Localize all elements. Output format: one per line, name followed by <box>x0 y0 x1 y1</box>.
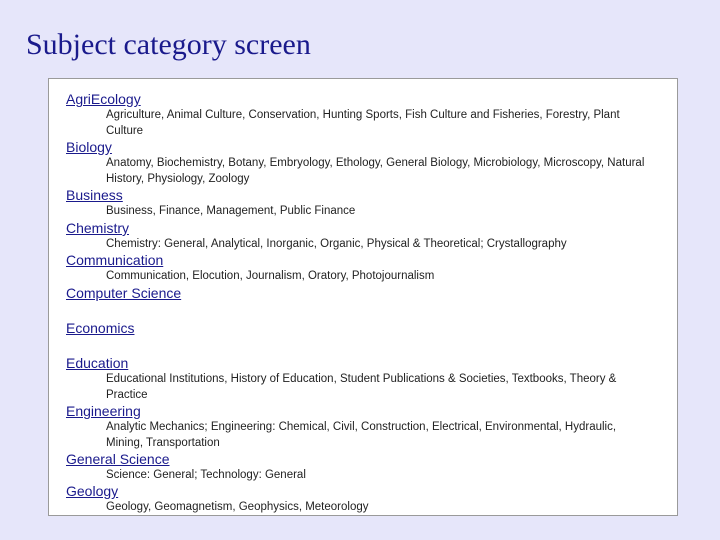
category-description: Analytic Mechanics; Engineering: Chemical, Civil, Construction, Electrical, Environmental, Hydraulic, Mining, Transportation <box>106 421 617 449</box>
category-description: Educational Institutions, History of Education, Student Publications & Societies, Textbooks, Theory & Practice <box>106 373 617 401</box>
category-link-biology[interactable]: Biology <box>66 139 112 155</box>
category-link-chemistry[interactable]: Chemistry <box>66 220 130 236</box>
category-education <box>66 355 666 403</box>
category-link-engineering[interactable]: Engineering <box>66 403 141 419</box>
category-economics <box>66 320 666 336</box>
category-description: Geology, Geomagnetism, Geophysics, Meteorology <box>106 501 369 513</box>
category-geology <box>66 483 666 516</box>
category-general-science <box>66 451 666 484</box>
category-communication <box>66 252 666 285</box>
category-description: Business, Finance, Management, Public Finance <box>106 205 356 217</box>
category-business <box>66 187 666 220</box>
category-link-general-science[interactable]: General Science <box>66 451 170 467</box>
category-link-business[interactable]: Business <box>66 187 123 203</box>
category-biology <box>66 139 666 187</box>
category-link-agriecology[interactable]: AgriEcology <box>66 91 141 107</box>
category-chemistry <box>66 220 666 253</box>
category-link-economics[interactable]: Economics <box>66 320 135 336</box>
category-screen <box>48 78 678 516</box>
category-link-computer-science[interactable]: Computer Science <box>66 285 182 301</box>
category-agriecology <box>66 91 666 139</box>
category-engineering <box>66 403 666 451</box>
category-description: Science: General; Technology: General <box>106 469 306 481</box>
category-description: Communication, Elocution, Journalism, Oratory, Photojournalism <box>106 270 435 282</box>
category-description: Agriculture, Animal Culture, Conservation, Hunting Sports, Fish Culture and Fisheries, Forestry, Plant Culture <box>106 109 620 137</box>
category-computer-science <box>66 285 666 301</box>
category-description: Chemistry: General, Analytical, Inorganic, Organic, Physical & Theoretical; Crystallography <box>106 238 567 250</box>
category-link-communication[interactable]: Communication <box>66 252 164 268</box>
slide-title: Subject category screen <box>26 28 311 61</box>
category-link-geology[interactable]: Geology <box>66 483 119 499</box>
category-description: Anatomy, Biochemistry, Botany, Embryology, Ethology, General Biology, Microbiology, Microscopy, Natural History, Physiology, Zoology <box>106 157 645 185</box>
category-link-education[interactable]: Education <box>66 355 129 371</box>
